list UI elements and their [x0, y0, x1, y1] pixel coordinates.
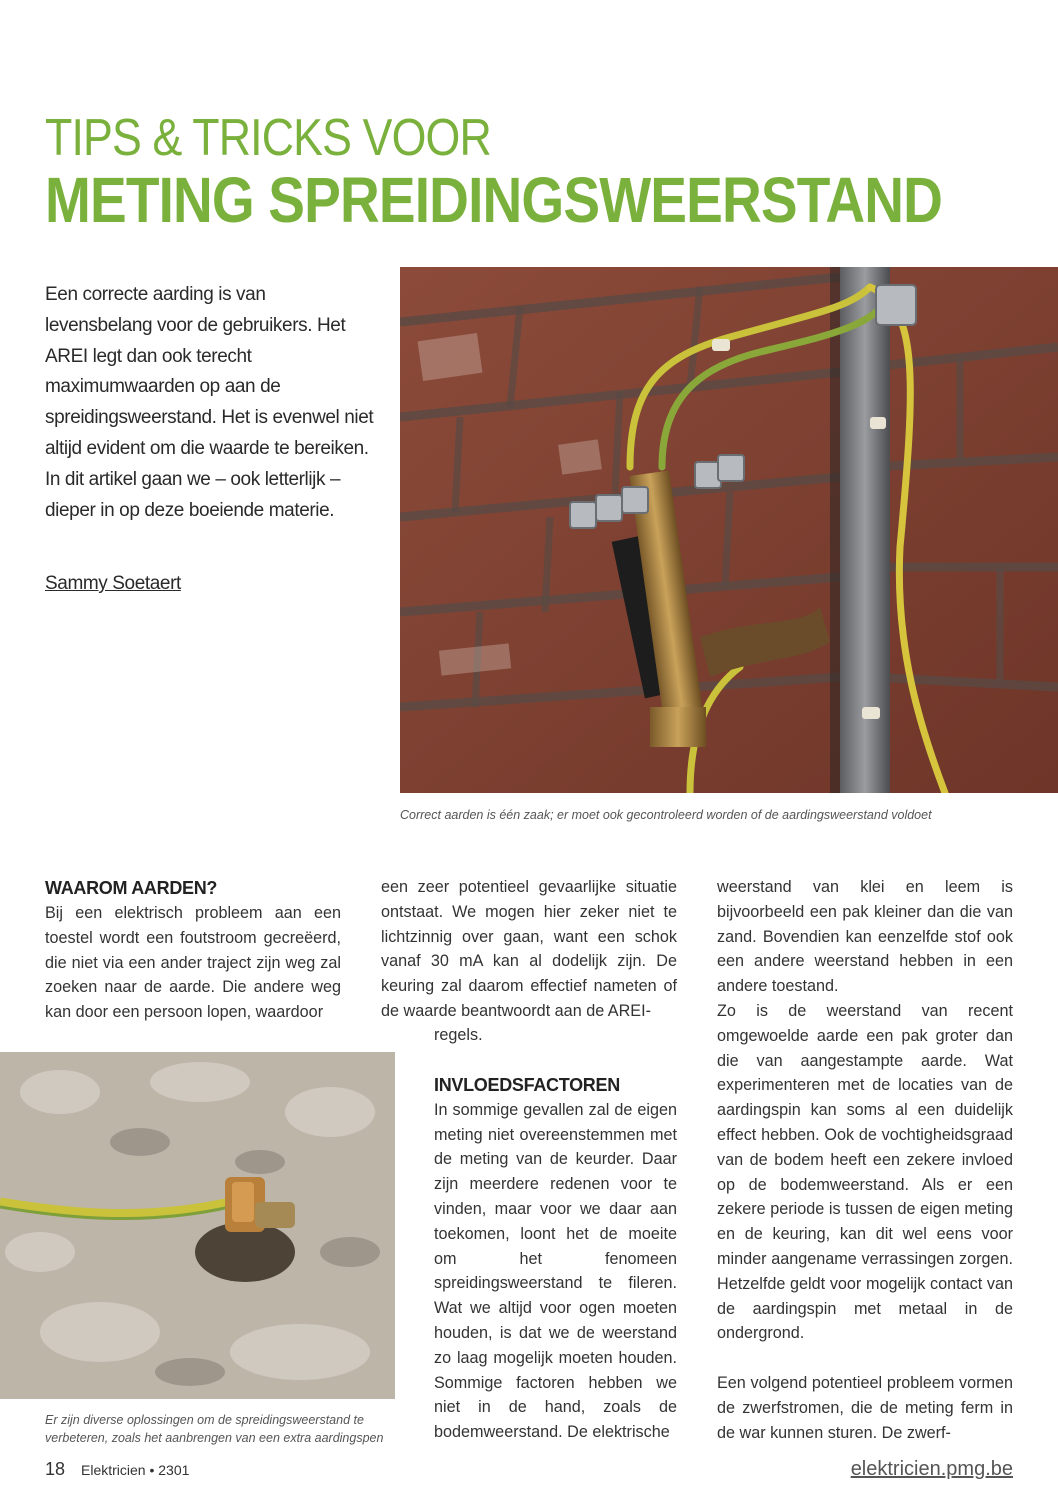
- top-photo-caption: Correct aarden is één zaak; er moet ook gecontroleerd worden of de aardingsweerstand voldoet: [400, 808, 932, 822]
- section-heading-invloedsfactoren: INVLOEDSFACTOREN: [434, 1074, 620, 1095]
- author-link[interactable]: Sammy Soetaert: [45, 573, 181, 594]
- section-text-waarom: Bij een elektrisch probleem aan een toestel wordt een foutstroom gecreëerd, die niet via een ander traject zijn weg zal zoeken naar de aarde. Die andere weg kan door een persoon lopen, waardoor: [45, 904, 341, 1022]
- magazine-issue: Elektricien • 2301: [81, 1462, 190, 1478]
- grounding-rod-photo: [0, 1052, 395, 1399]
- title-kicker: TIPS & TRICKS VOOR: [45, 109, 491, 167]
- section-heading-waarom: WAAROM AARDEN?: [45, 878, 218, 898]
- section-text-waarom-end: regels.: [434, 1026, 483, 1044]
- col3-paragraph-2: Zo is de weerstand van recent omgewoelde aarde een pak groter dan die van aangestampte aarde. Wat experimenteren met de locaties van de aardingspin kan soms al een duidelijk effect hebben. Ook de vochtigheidsgraad van de bodem heeft een zekere invloed op de bodemweerstand. Als er een zekere periode is tussen de eigen meting en de keuring, kan dit wel eens voor minder aangename verrassingen zorgen. Hetzelfde geldt voor mogelijk contact van de aardingspin met metaal in de ondergrond.: [717, 1001, 1013, 1343]
- grounding-bar-photo: [400, 267, 1058, 793]
- bottom-photo-caption: Er zijn diverse oplossingen om de spreidingsweerstand te verbeteren, zoals het aanbrengen van een extra aardingspen: [45, 1413, 384, 1445]
- intro-text: Een correcte aarding is van levensbelang voor de gebruikers. Het AREI legt dan ook terecht maximumwaarden op aan de spreidingsweerstand. Het is evenwel niet altijd evident om die waarde te bereiken. In dit artikel gaan we – ook letterlijk – dieper in op deze boeiende materie.: [45, 284, 374, 521]
- col3-paragraph-1: weerstand van klei en leem is bijvoorbeeld een pak kleiner dan die van zand. Bovendien kan eenzelfde stof ook een andere weerstand hebben in een andere toestand.: [717, 878, 1013, 996]
- intro-paragraph: [45, 280, 375, 526]
- section-text-invloedsfactoren: In sommige gevallen zal de eigen meting niet overeenstemmen met de meting van de keurder. Daar zijn meerdere redenen voor te vinden, maar voor we daar aan toekomen, loont het de moeite om het fenomeen spreidingsweerstand te fileren. Wat we altijd voor ogen moeten houden, is dat we de weerstand zo laag mogelijk moeten houden. Sommige factoren hebben we niet in de hand, zoals de bodemweerstand. De elektrische: [434, 1100, 677, 1442]
- page-number: 18: [45, 1459, 66, 1479]
- column-1: [45, 875, 341, 1025]
- col3-paragraph-3: Een volgend potentieel probleem vormen de zwerfstromen, die de meting ferm in de war kunnen sturen. De zwerf-: [717, 1373, 1013, 1442]
- column-2-bottom: [434, 1023, 677, 1445]
- page-title: METING SPREIDINGSWEERSTAND: [45, 164, 943, 236]
- column-3: [717, 875, 1013, 1445]
- website-link[interactable]: elektricien.pmg.be: [850, 1458, 1013, 1480]
- section-text-waarom-continued: een zeer potentieel gevaarlijke situatie ontstaat. We mogen hier zeker niet te lichtzinnig over gaan, want een schok vanaf 30 mA kan al dodelijk zijn. De keuring zal daarom effectief nameten of de waarde beantwoordt aan de AREI-: [381, 878, 677, 1020]
- column-2-top: [381, 875, 677, 1024]
